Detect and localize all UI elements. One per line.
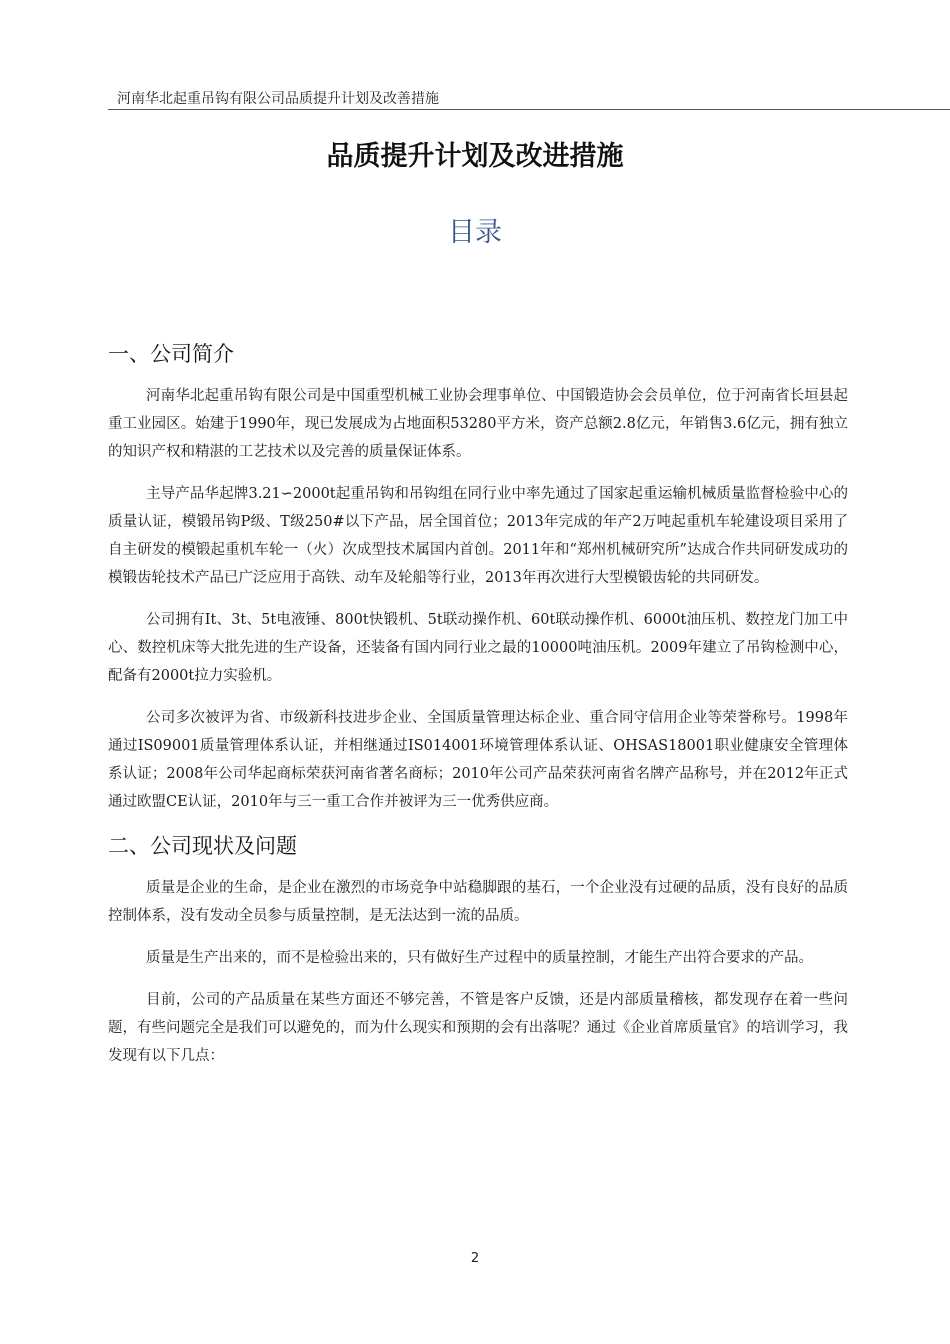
paragraph: 目前，公司的产品质量在某些方面还不够完善，不管是客户反馈，还是内部质量稽核，都发现存在着一些问题，有些问题完全是我们可以避免的，而为什么现实和预期的会有出落呢？通过《企业首席质量官》的培训学习，我发现有以下几点： bbox=[108, 992, 848, 1064]
paragraph: 主导产品华起牌3.21∽2000t起重吊钩和吊钩组在同行业中率先通过了国家起重运输机械质量监督检验中心的质量认证，模锻吊钩P级、T级250#以下产品，居全国首位；2013年完成的年产2万吨起重机车轮建设项目采用了自主研发的模锻起重机车轮一（火）次成型技术属国内首创。2011年和“郑州机械研究所”达成合作共同研发成功的模锻齿轮技术产品已广泛应用于高铁、动车及轮船等行业，2013年再次进行大型模锻齿轮的共同研发。 bbox=[108, 486, 848, 586]
section-current-status bbox=[108, 830, 848, 1070]
section-company-intro bbox=[108, 338, 848, 816]
header-divider bbox=[108, 109, 950, 110]
running-header: 河南华北起重吊钩有限公司品质提升计划及改善措施 bbox=[117, 91, 439, 107]
paragraph: 质量是企业的生命，是企业在激烈的市场竞争中站稳脚跟的基石，一个企业没有过硬的品质，没有良好的品质控制体系，没有发动全员参与质量控制，是无法达到一流的品质。 bbox=[108, 880, 848, 924]
page-number: 2 bbox=[470, 1251, 480, 1266]
document-title: 品质提升计划及改进措施 bbox=[326, 141, 624, 172]
paragraph: 公司多次被评为省、市级新科技进步企业、全国质量管理达标企业、重合同守信用企业等荣誉称号。1998年通过IS09001质量管理体系认证，并相继通过IS014001环境管理体系认证、OHSAS18001职业健康安全管理体系认证；2008年公司华起商标荣获河南省著名商标；2010年公司产品荣获河南省名牌产品称号，并在2012年正式通过欧盟CE认证，2010年与三一重工合作并被评为三一优秀供应商。 bbox=[108, 710, 848, 810]
paragraph: 河南华北起重吊钩有限公司是中国重型机械工业协会理事单位、中国锻造协会会员单位，位于河南省长垣县起重工业园区。始建于1990年，现已发展成为占地面积53280平方米，资产总额2.8亿元，年销售3.6亿元，拥有独立的知识产权和精湛的工艺技术以及完善的质量保证体系。 bbox=[108, 388, 848, 460]
document-body bbox=[108, 338, 848, 1084]
section-heading: 二、公司现状及问题 bbox=[108, 834, 297, 858]
paragraph: 质量是生产出来的，而不是检验出来的，只有做好生产过程中的质量控制，才能生产出符合要求的产品。 bbox=[146, 950, 813, 966]
toc-title: 目录 bbox=[448, 217, 502, 248]
paragraph: 公司拥有It、3t、5t电液锤、800t快锻机、5t联动操作机、60t联动操作机、6000t油压机、数控龙门加工中心、数控机床等大批先进的生产设备，还装备有国内同行业之最的10000吨油压机。2009年建立了吊钩检测中心，配备有2000t拉力实验机。 bbox=[108, 612, 848, 684]
section-heading: 一、公司简介 bbox=[108, 342, 234, 366]
